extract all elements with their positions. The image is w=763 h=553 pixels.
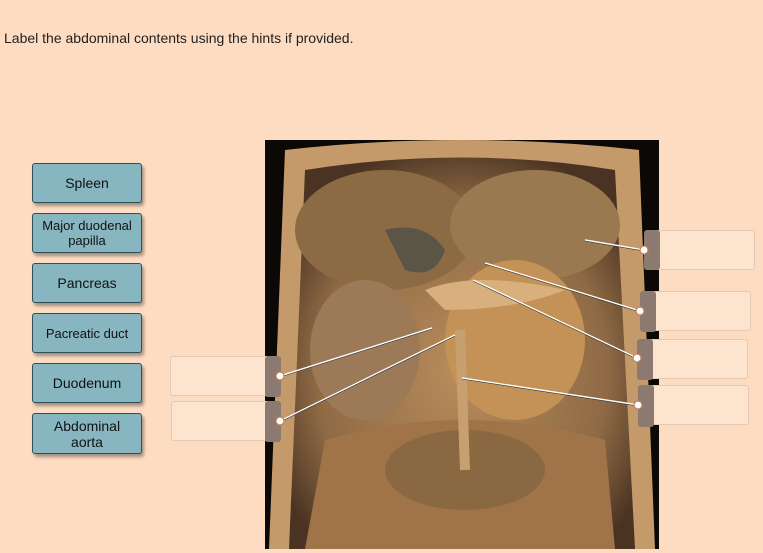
label-pancreas[interactable]: Pancreas: [32, 263, 142, 303]
drop-target-1-tab: [644, 230, 660, 270]
label-spleen[interactable]: Spleen: [32, 163, 142, 203]
abdominal-dissection-image: [265, 140, 659, 549]
label-duodenum[interactable]: Duodenum: [32, 363, 142, 403]
drop-target-1[interactable]: [645, 230, 755, 270]
label-pacreatic-duct[interactable]: Pacreatic duct: [32, 313, 142, 353]
drop-target-4-tab: [638, 385, 654, 427]
drop-target-3-tab: [637, 339, 653, 380]
drop-target-5-tab: [265, 356, 281, 397]
drop-target-4[interactable]: [639, 385, 749, 425]
drop-target-6-tab: [265, 401, 281, 442]
dissection-illustration: [265, 140, 659, 549]
drop-target-2[interactable]: [641, 291, 751, 331]
drop-target-2-tab: [640, 291, 656, 332]
label-abdominal-aorta[interactable]: Abdominal aorta: [32, 413, 142, 454]
drop-target-3[interactable]: [638, 339, 748, 379]
label-major-duodenal-papilla[interactable]: Major duodenal papilla: [32, 213, 142, 253]
drop-target-5[interactable]: [170, 356, 280, 396]
instruction-text: Label the abdominal contents using the hints if provided.: [4, 30, 354, 46]
